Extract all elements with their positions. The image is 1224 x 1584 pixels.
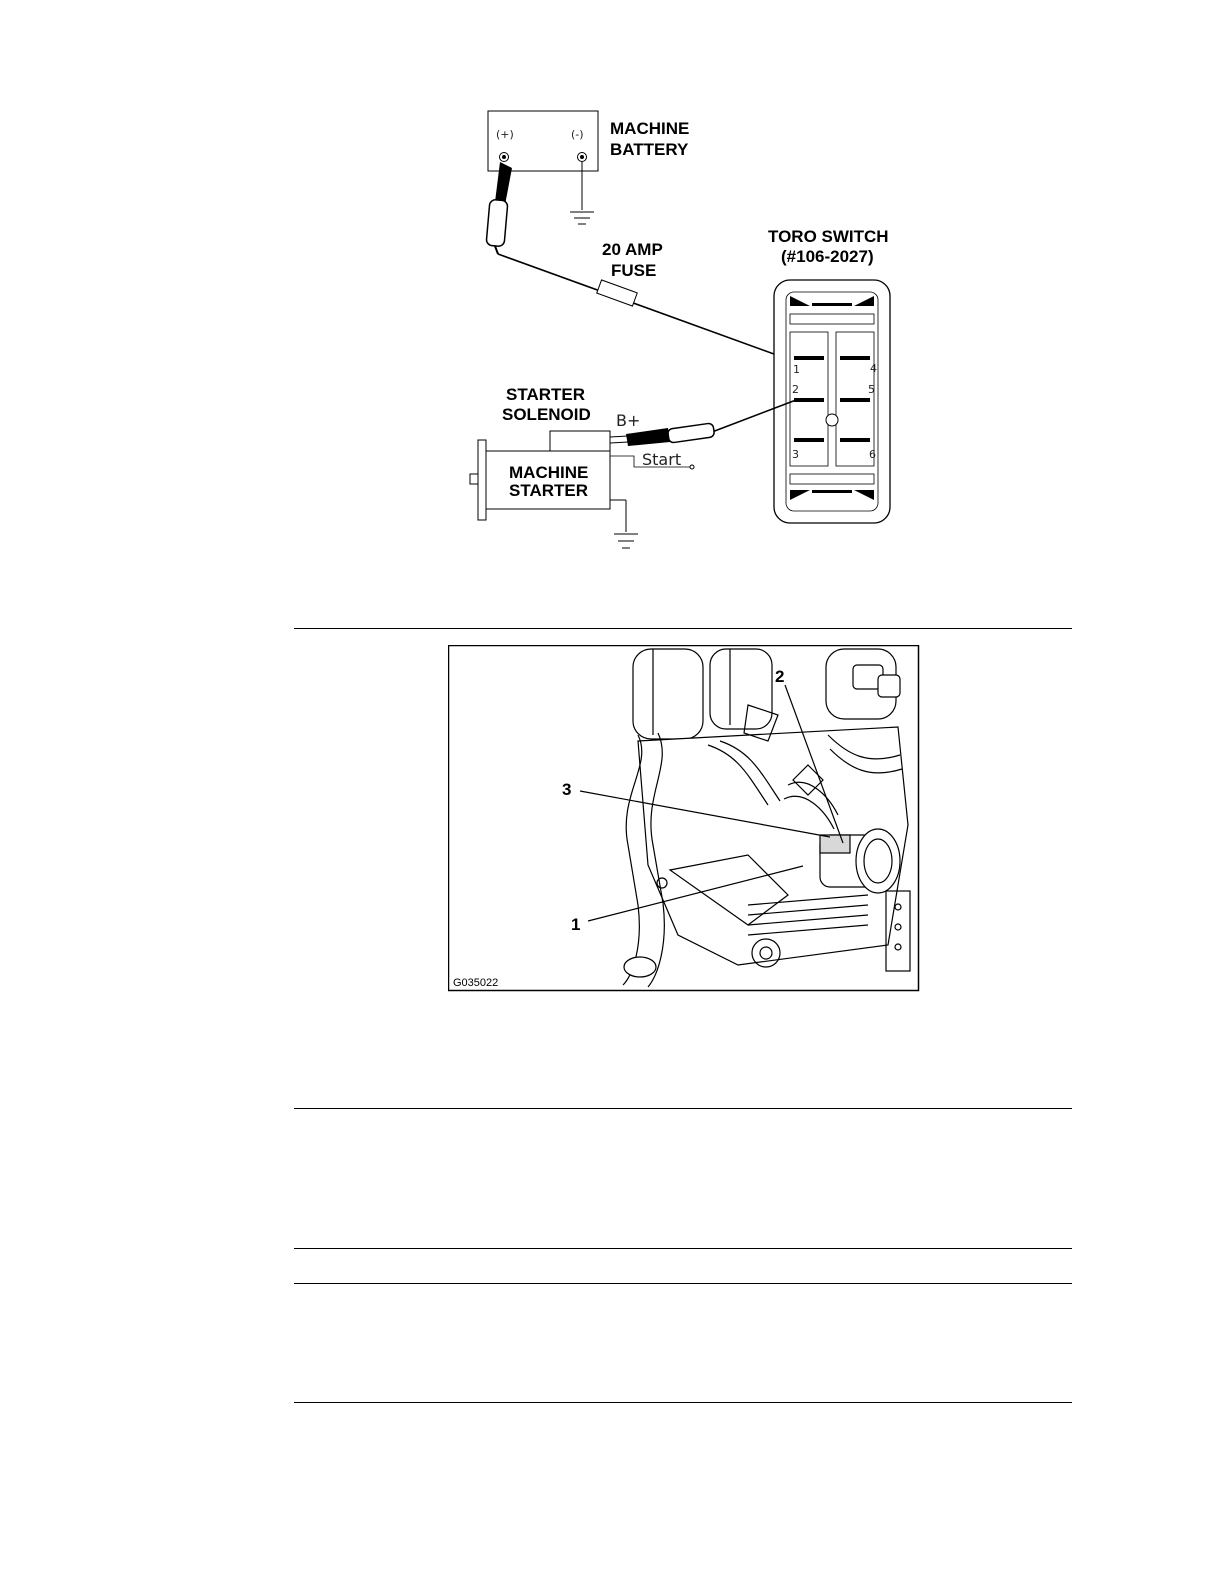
switch-pin-3: 3 — [792, 448, 799, 461]
switch-pin-5: 5 — [868, 383, 875, 396]
switch-pin-2: 2 — [792, 383, 799, 396]
switch-pin-1: 1 — [793, 363, 800, 376]
switch-label-line1: TORO SWITCH — [768, 227, 889, 246]
section-divider — [294, 1402, 1072, 1403]
starter-ground-icon — [614, 534, 638, 548]
wiring-diagram — [440, 100, 920, 570]
battery-label-line1: MACHINE — [610, 119, 690, 138]
fuse-label-line1: 20 AMP — [602, 240, 663, 259]
start-terminal-label: Start — [642, 450, 682, 469]
battery-ground-icon — [570, 212, 594, 224]
solenoid-label-line1: STARTER — [506, 385, 586, 404]
fuse-icon — [597, 280, 637, 306]
section-divider — [294, 1248, 1072, 1249]
solenoid-label-line2: SOLENOID — [502, 405, 591, 424]
battery-label-line2: BATTERY — [610, 140, 689, 159]
callout-3: 3 — [562, 780, 572, 799]
starter-label-line1: MACHINE — [509, 463, 589, 482]
figure-id: G035022 — [453, 977, 499, 989]
battery-pos-terminal-label: (+) — [496, 128, 514, 141]
solenoid-terminal-label: B+ — [616, 411, 641, 430]
switch-label-line2: (#106-2027) — [781, 247, 874, 266]
section-divider — [294, 1283, 1072, 1284]
fuse-label-line2: FUSE — [611, 261, 657, 280]
engine-figure — [448, 645, 920, 993]
section-divider — [294, 1108, 1072, 1109]
battery-clip-icon — [486, 162, 512, 254]
callout-1: 1 — [571, 915, 581, 934]
switch-pin-6: 6 — [869, 448, 876, 461]
switch-pin-4: 4 — [870, 362, 877, 375]
battery-neg-terminal-label: (-) — [571, 128, 584, 141]
section-divider — [294, 628, 1072, 629]
starter-label-line2: STARTER — [509, 481, 589, 500]
callout-2: 2 — [775, 667, 785, 686]
